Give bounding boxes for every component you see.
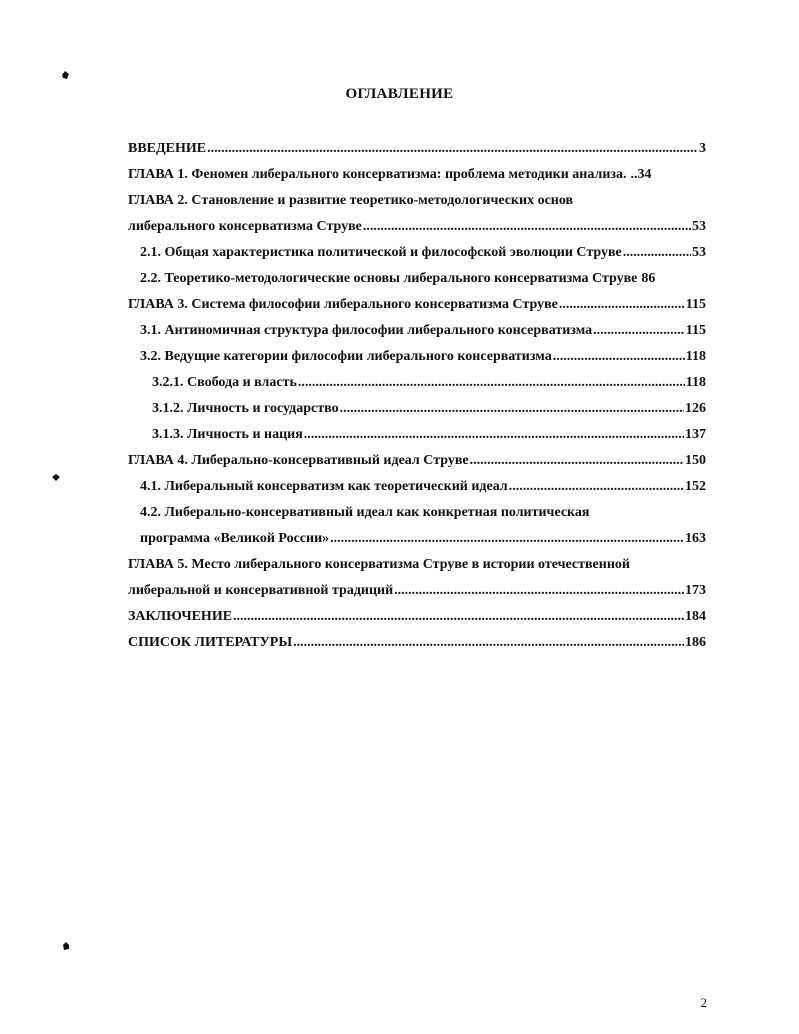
- toc-entry-text: 3.2.1. Свобода и власть: [152, 375, 297, 390]
- toc-entry[interactable]: [128, 604, 706, 630]
- toc-leader-dots: [559, 292, 685, 318]
- toc-entry-text: 3.1. Антиномичная структура философии либерального консерватизма: [140, 323, 593, 338]
- toc-leader-dots: [207, 136, 698, 162]
- toc-entry-page: 86: [641, 271, 656, 286]
- toc-entry-text: СПИСОК ЛИТЕРАТУРЫ: [128, 635, 293, 650]
- toc-entry-text: ГЛАВА 3. Система философии либерального консерватизма Струве: [128, 297, 558, 312]
- toc-leader-dots: [553, 344, 685, 370]
- toc-leader-dots: [623, 240, 691, 266]
- toc-entry[interactable]: [128, 526, 706, 552]
- toc-entry-page: 115: [685, 323, 706, 338]
- toc-entry[interactable]: [128, 630, 706, 656]
- toc-leader-dots: [330, 526, 684, 552]
- toc-entry[interactable]: [128, 162, 706, 188]
- toc-entry-text: ГЛАВА 1. Феномен либерального консерватизма: проблема методики анализа.: [128, 167, 627, 182]
- toc-entry[interactable]: [128, 578, 706, 604]
- toc-leader-dots: [509, 474, 684, 500]
- toc-entry[interactable]: [128, 214, 706, 240]
- toc-entry-page: 184: [685, 609, 706, 624]
- toc-entry-page: 152: [685, 479, 706, 494]
- punch-hole-mark-top: [60, 70, 70, 80]
- toc-leader-dots: [340, 396, 684, 422]
- toc-entry[interactable]: [128, 292, 706, 318]
- toc-entry-text: 2.1. Общая характеристика политической и философской эволюции Струве: [140, 245, 622, 260]
- toc-leader-dots: [233, 604, 684, 630]
- punch-hole-mark-middle: [51, 472, 61, 482]
- punch-hole-mark-bottom: [61, 941, 71, 951]
- toc-entry[interactable]: [128, 422, 706, 448]
- toc-leader-dots: [593, 318, 685, 344]
- toc-entry-page: 118: [685, 375, 706, 390]
- page-number: 2: [700, 995, 707, 1010]
- toc-entry[interactable]: [128, 500, 706, 526]
- toc-leader-dots: [298, 370, 685, 396]
- toc-entry-page: ..34: [630, 167, 652, 182]
- toc-entry-page: 118: [685, 349, 706, 364]
- toc-entry[interactable]: [128, 240, 706, 266]
- toc-entry-text: либеральной и консервативной традиций: [128, 583, 394, 598]
- toc-entry-page: 126: [685, 401, 706, 416]
- toc-entry-text: 4.1. Либеральный консерватизм как теоретический идеал: [140, 479, 508, 494]
- toc-entry[interactable]: [128, 188, 706, 214]
- toc-entry-page: 137: [685, 427, 706, 442]
- toc-leader-dots: [470, 448, 684, 474]
- toc-entry-text: ЗАКЛЮЧЕНИЕ: [128, 609, 233, 624]
- toc-leader-dots: [293, 630, 684, 656]
- toc-entry-page: 53: [692, 245, 706, 260]
- toc-entry[interactable]: [128, 474, 706, 500]
- toc-entry[interactable]: [128, 318, 706, 344]
- toc-entry-text: 3.1.2. Личность и государство: [152, 401, 339, 416]
- toc-entry-text: программа «Великой России»: [140, 531, 330, 546]
- toc-entry-text: ВВЕДЕНИЕ: [128, 141, 207, 156]
- toc-entry-text: 3.1.3. Личность и нация: [152, 427, 303, 442]
- toc-entry[interactable]: [128, 344, 706, 370]
- toc-entry-text: 3.2. Ведущие категории философии либерального консерватизма: [140, 349, 552, 364]
- toc-entry-page: 3: [699, 141, 706, 156]
- toc-entry-page: 53: [692, 219, 706, 234]
- toc-entry[interactable]: [128, 266, 706, 292]
- toc-entry[interactable]: [128, 448, 706, 474]
- toc-entry-page: 150: [685, 453, 706, 468]
- toc-entry-text: 4.2. Либерально-консервативный идеал как конкретная политическая: [140, 505, 590, 520]
- toc-leader-dots: [363, 214, 691, 240]
- toc-leader-dots: [394, 578, 684, 604]
- toc-leader-dots: [304, 422, 684, 448]
- toc-entry-text: либерального консерватизма Струве: [128, 219, 362, 234]
- toc-title: ОГЛАВЛЕНИЕ: [345, 86, 454, 102]
- toc-entry[interactable]: [128, 552, 706, 578]
- toc-entry-text: ГЛАВА 4. Либерально-консервативный идеал Струве: [128, 453, 469, 468]
- toc-entry-page: 163: [685, 531, 706, 546]
- toc-entry-text: ГЛАВА 2. Становление и развитие теоретико-методологических основ: [128, 193, 574, 208]
- toc-entry-text: 2.2. Теоретико-методологические основы либерального консерватизма Струве: [140, 271, 638, 286]
- toc-entry[interactable]: [128, 370, 706, 396]
- toc-entry[interactable]: [128, 136, 706, 162]
- toc-entry-page: 186: [685, 635, 706, 650]
- toc-entry-text: ГЛАВА 5. Место либерального консерватизма Струве в истории отечественной: [128, 557, 630, 572]
- toc-entry-page: 173: [685, 583, 706, 598]
- toc-entry[interactable]: [128, 396, 706, 422]
- table-of-contents: [128, 136, 706, 656]
- toc-entry-page: 115: [685, 297, 706, 312]
